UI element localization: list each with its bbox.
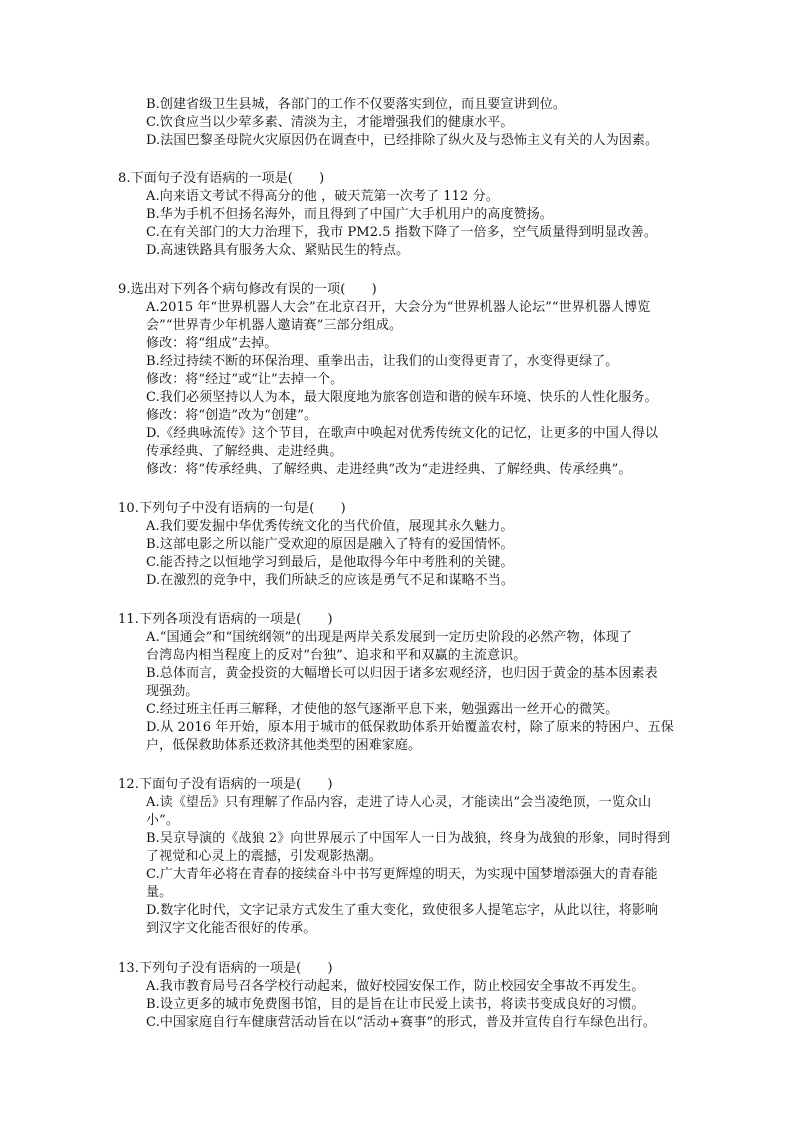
option-line: B.华为手机不但扬名海外，而且得到了中国广大手机用户的高度赞扬。 — [146, 207, 553, 222]
option-line: B.经过持续不断的环保治理、重拳出击，让我们的山变得更青了，水变得更绿了。 — [146, 354, 619, 369]
option-line: D.从 2016 年开始，原本用于城市的低保救助体系开始覆盖农村，除了原来的特困户、五保 — [146, 720, 674, 735]
option-line: A.我市教育局号召各学校行动起来，做好校园安保工作，防止校园安全事故不再发生。 — [146, 979, 645, 994]
question-title: 9.选出对下列各个病句修改有误的一项( ) — [118, 282, 377, 297]
question-title: 13.下列句子没有语病的一项是( ) — [118, 961, 333, 976]
option-line: B.吴京导演的《战狼 2》向世界展示了中国军人一日为战狼，终身为战狼的形象，同时得到 — [146, 831, 671, 846]
option-line: C.经过班主任再三解释，才使他的怒气逐渐平息下来，勉强露出一丝开心的微笑。 — [146, 702, 619, 717]
option-line: C.饮食应当以少荤多素、清淡为主，才能增强我们的健康水平。 — [146, 115, 514, 130]
option-line: D.《经典咏流传》这个节目，在歌声中唤起对优秀传统文化的记忆，让更多的中国人得以 — [146, 426, 659, 441]
option-line: 修改：将“创造”改为“创建”。 — [146, 408, 318, 423]
question-title: 12.下面句子没有语病的一项是( ) — [118, 777, 333, 792]
option-line: 台湾岛内相当程度上的反对“台独”、追求和平和双赢的主流意识。 — [146, 648, 527, 663]
option-line: C.中国家庭自行车健康营活动旨在以“活动+赛事”的形式，普及并宣传自行车绿色出行。 — [146, 1015, 656, 1030]
option-line: A.向来语文考试不得高分的他 ，破天荒第一次考了 112 分。 — [146, 189, 499, 204]
option-line: A.我们要发掘中华优秀传统文化的当代价值，展现其永久魅力。 — [146, 519, 514, 534]
option-line: C.在有关部门的大力治理下，我市 PM2.5 指数下降了一倍多，空气质量得到明显改善。 — [146, 225, 657, 240]
option-line: C.我们必须坚持以人为本，最大限度地为旅客创造和谐的候车环境、快乐的人性化服务。 — [146, 390, 658, 405]
question-title: 8.下面句子没有语病的一项是( ) — [118, 171, 325, 186]
option-line: 修改：将“组成”去掉。 — [146, 336, 278, 351]
option-line: D.数字化时代，文字记录方式发生了重大变化，致使很多人提笔忘字，从此以往，将影响 — [146, 903, 659, 918]
option-line: A.读《望岳》只有理解了作品内容，走进了诗人心灵，才能读出“会当凌绝顶，一览众山 — [146, 795, 652, 810]
option-line: 修改：将“传承经典、了解经典、走进经典”改为“走进经典、了解经典、传承经典”。 — [146, 462, 632, 477]
option-line: D.法国巴黎圣母院火灾原因仍在调查中，已经排除了纵火及与恐怖主义有关的人为因素。 — [146, 133, 659, 148]
option-line: 现强劲。 — [146, 684, 199, 699]
option-line: 会”“世界青少年机器人邀请赛”三部分组成。 — [146, 318, 403, 333]
option-line: D.高速铁路具有服务大众、紧贴民生的特点。 — [146, 243, 410, 258]
option-line: 小”。 — [146, 813, 179, 828]
option-line: 传承经典、了解经典、走进经典。 — [146, 444, 343, 459]
question-title: 10.下列句子中没有语病的一句是( ) — [118, 501, 346, 516]
option-line: 到汉字文化能否很好的传承。 — [146, 921, 317, 936]
option-line: A.2015 年“世界机器人大会”在北京召开，大会分为“世界机器人论坛”“世界机器人博览 — [146, 300, 651, 315]
option-line: B.设立更多的城市免费图书馆，目的是旨在让市民爱上读书，将读书变成良好的习惯。 — [146, 997, 645, 1012]
option-line: A.“国通会”和“国统纲领”的出现是两岸关系发展到一定历史阶段的必然产物，体现了 — [146, 630, 633, 645]
option-line: 修改：将“经过”或“让”去掉一个。 — [146, 372, 344, 387]
option-line: B.这部电影之所以能广受欢迎的原因是融入了特有的爱国情怀。 — [146, 537, 514, 552]
option-line: 量。 — [146, 885, 173, 900]
option-line: C.广大青年必将在青春的接续奋斗中书写更辉煌的明天，为实现中国梦增添强大的青春能 — [146, 867, 658, 882]
option-line: 户，低保救助体系还救济其他类型的困难家庭。 — [146, 738, 422, 753]
option-line: D.在激烈的竞争中，我们所缺乏的应该是勇气不足和谋略不当。 — [146, 573, 514, 588]
option-line: 了视觉和心灵上的震撼，引发观影热潮。 — [146, 849, 382, 864]
option-line: B.总体而言，黄金投资的大幅增长可以归因于诸多宏观经济，也归因于黄金的基本因素表 — [146, 666, 658, 681]
question-title: 11.下列各项没有语病的一项是( ) — [118, 612, 333, 627]
option-line: B.创建省级卫生县城，各部门的工作不仅要落实到位，而且要宣讲到位。 — [146, 97, 566, 112]
option-line: C.能否持之以恒地学习到最后，是他取得今年中考胜利的关键。 — [146, 555, 514, 570]
